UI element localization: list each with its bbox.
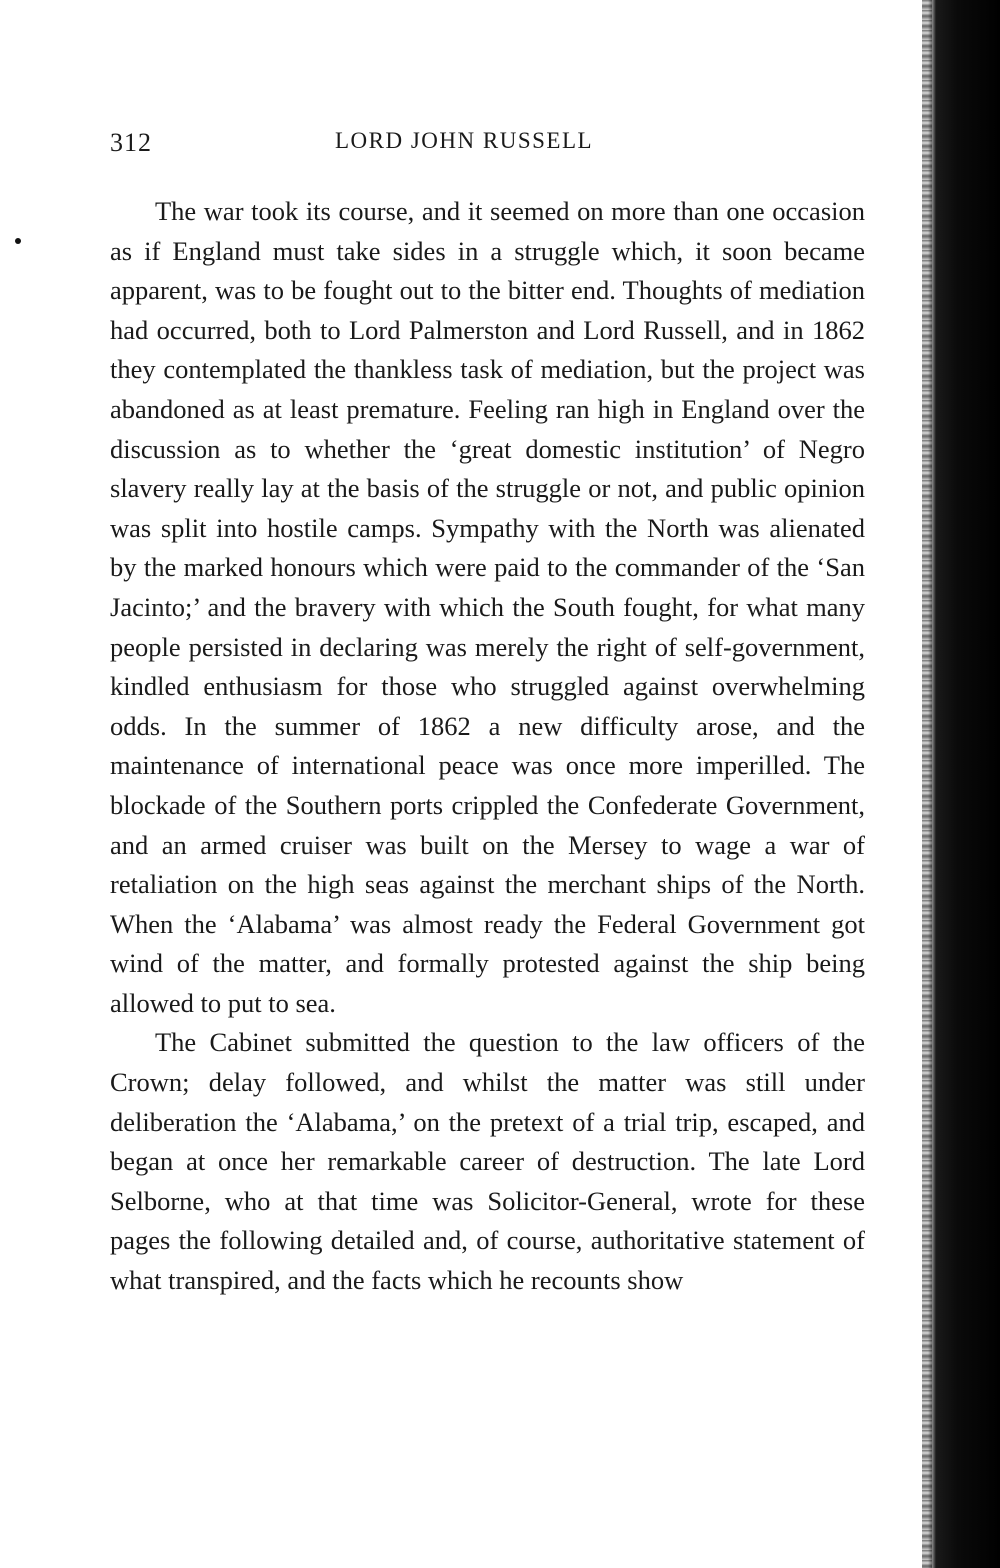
paragraph: The war took its course, and it seemed on more than one occasion as if England must take sides in a struggle which, it soon became apparent, was to be fought out to the bitter end. Thoughts of mediation had occurred, both to Lord Palmerston and Lord Russell, and in 1862 they contemplated the thankless task of mediation, but the project was abandoned as at least premature. Feeling ran high in England over the discussion as to whether the ‘great domestic institution’ of Negro slavery really lay at the basis of the struggle or not, and public opinion was split into hostile camps. Sympathy with the North was alienated by the marked honours which were paid to the commander of the ‘San Jacinto;’ and the bravery with which the South fought, for what many people persisted in declaring was merely the right of self-government, kindled enthusiasm for those who struggled against overwhelming odds. In the summer of 1862 a new difficulty arose, and the maintenance of international peace was once more imperilled. The blockade of the Southern ports crippled the Confederate Government, and an armed cruiser was built on the Mersey to wage a war of retaliation on the high seas against the merchant ships of the North. When the ‘Alabama’ was almost ready the Federal Government got wind of the matter, and formally protested against the ship being allowed to put to sea. — [110, 196, 865, 1018]
scan-binding-edge — [928, 0, 1000, 1568]
page-header — [110, 128, 870, 168]
body-text — [110, 192, 865, 1301]
page-number: 312 — [110, 128, 152, 157]
running-head: LORD JOHN RUSSELL — [335, 128, 594, 153]
scan-speck — [15, 238, 21, 244]
paragraph: The Cabinet submitted the question to the law officers of the Crown; delay followed, and whilst the matter was still under deliberation the ‘Alabama,’ on the pretext of a trial trip, escaped, and began at once her remarkable career of destruction. The late Lord Selborne, who at that time was Solicitor-General, wrote for these pages the following detailed and, of course, authoritative statement of what transpired, and the facts which he recounts show — [110, 1027, 865, 1296]
